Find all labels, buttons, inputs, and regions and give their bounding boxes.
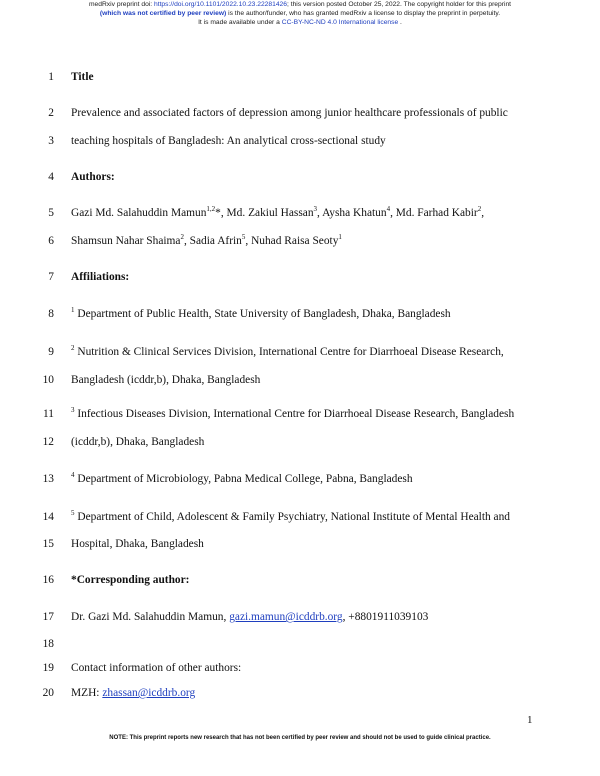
line-number: 9 <box>48 346 54 358</box>
affiliation-sup: 2 <box>71 344 75 353</box>
header-text: medRxiv preprint doi: <box>88 1 154 8</box>
line-number: 6 <box>48 235 54 247</box>
email-link[interactable]: zhassan@icddrb.org <box>102 687 196 699</box>
line-number: 20 <box>42 687 54 699</box>
affiliation-text: Department of Public Health, State University of Bangladesh, Dhaka, Bangladesh <box>74 308 451 320</box>
header-line-2 <box>0 9 600 18</box>
affiliation-text: Nutrition & Clinical Services Division, International Centre for Diarrhoeal Disease Research, <box>74 346 504 358</box>
contact-phone: , +8801911039103 <box>342 611 429 623</box>
line-15 <box>0 538 600 554</box>
line-number: 16 <box>42 574 54 586</box>
line-3 <box>0 135 600 151</box>
paper-title-line: Prevalence and associated factors of depression among junior healthcare professionals of public <box>71 107 508 119</box>
license-link[interactable]: CC-BY-NC-ND 4.0 International license <box>281 19 399 26</box>
affiliation-entry <box>71 346 504 358</box>
contact-initials: MZH: <box>71 687 103 699</box>
other-authors-heading: Contact information of other authors: <box>71 662 242 674</box>
author-name: Shamsun Nahar Shaima <box>71 235 181 247</box>
affiliation-sup: 4 <box>386 205 391 214</box>
line-number: 7 <box>48 271 54 283</box>
line-8 <box>0 308 600 324</box>
line-7 <box>0 271 600 287</box>
line-number: 12 <box>42 436 54 448</box>
header-line-3 <box>0 18 600 27</box>
line-18 <box>0 638 600 654</box>
line-2 <box>0 107 600 123</box>
paper-title-line: teaching hospitals of Bangladesh: An analytical cross-sectional study <box>71 135 386 147</box>
line-9 <box>0 346 600 362</box>
affiliation-sup: 1,2 <box>206 205 216 214</box>
line-number: 2 <box>48 107 54 119</box>
affiliation-sup: 5 <box>241 233 246 242</box>
line-number: 19 <box>42 662 54 674</box>
author-list <box>71 207 484 219</box>
line-number: 17 <box>42 611 54 623</box>
affiliation-sup: 4 <box>71 471 75 480</box>
line-14 <box>0 511 600 527</box>
affiliation-entry <box>71 408 514 420</box>
affiliation-entry <box>71 473 413 485</box>
affiliation-sup: 2 <box>477 205 482 214</box>
other-author-contact <box>71 687 195 699</box>
header-text: ; this version posted October 25, 2022. The copyright holder for this preprint <box>287 1 512 8</box>
line-4 <box>0 171 600 187</box>
line-11 <box>0 408 600 424</box>
affiliation-sup: 1 <box>71 306 75 315</box>
preprint-footer-note: NOTE: This preprint reports new research that has not been certified by peer review and should not be used to guide clinical practice. <box>109 735 491 741</box>
line-16 <box>0 574 600 590</box>
affiliation-text: Department of Child, Adolescent & Family Psychiatry, National Institute of Mental Health and <box>74 511 510 523</box>
line-6 <box>0 235 600 251</box>
line-number: 15 <box>42 538 54 550</box>
line-number: 5 <box>48 207 54 219</box>
author-name: , Md. Farhad Kabir <box>390 207 478 219</box>
line-number: 8 <box>48 308 54 320</box>
line-number: 14 <box>42 511 54 523</box>
affiliation-text: Hospital, Dhaka, Bangladesh <box>71 538 204 550</box>
preprint-header <box>0 0 600 27</box>
line-number: 4 <box>48 171 54 183</box>
line-17 <box>0 611 600 627</box>
line-number: 18 <box>42 638 54 650</box>
line-19 <box>0 662 600 678</box>
header-text: It is made available under a <box>198 19 282 26</box>
corresponding-author-heading: *Corresponding author: <box>71 574 190 586</box>
header-text: . <box>398 19 402 26</box>
line-12 <box>0 436 600 452</box>
affiliation-sup: 2 <box>180 233 184 242</box>
author-name: , Nuhad Raisa Seoty <box>245 235 339 247</box>
affiliation-text: (icddr,b), Dhaka, Bangladesh <box>71 436 205 448</box>
authors-heading: Authors: <box>71 171 115 183</box>
author-separator: , <box>481 207 485 219</box>
header-text: is the author/funder, who has granted medRxiv a license to display the preprint in perpetuity. <box>226 10 501 17</box>
contact-name: Dr. Gazi Md. Salahuddin Mamun, <box>71 611 230 623</box>
affiliation-text: Bangladesh (icddr,b), Dhaka, Bangladesh <box>71 374 261 386</box>
author-name: , Sadia Afrin <box>183 235 242 247</box>
affiliation-text: Department of Microbiology, Pabna Medical College, Pabna, Bangladesh <box>74 473 413 485</box>
affiliations-heading: Affiliations: <box>71 271 130 283</box>
affiliation-sup: 1 <box>338 233 342 242</box>
line-5 <box>0 207 600 223</box>
line-number: 11 <box>43 408 54 420</box>
author-name: *, Md. Zakiul Hassan <box>215 207 314 219</box>
corresponding-author-contact <box>71 611 428 623</box>
line-number: 10 <box>42 374 54 386</box>
line-1 <box>0 71 600 87</box>
line-number: 1 <box>48 71 54 83</box>
line-13 <box>0 473 600 489</box>
line-number: 13 <box>42 473 54 485</box>
affiliation-sup: 5 <box>71 509 75 518</box>
email-link[interactable]: gazi.mamun@icddrb.org <box>229 611 343 623</box>
line-10 <box>0 374 600 390</box>
affiliation-sup: 3 <box>313 205 318 214</box>
title-heading: Title <box>71 71 94 83</box>
affiliation-entry <box>71 511 510 523</box>
affiliation-text: Infectious Diseases Division, International Centre for Diarrhoeal Disease Research, Bangladesh <box>74 408 515 420</box>
author-name: Gazi Md. Salahuddin Mamun <box>71 207 207 219</box>
line-20 <box>0 687 600 703</box>
author-name: , Aysha Khatun <box>317 207 387 219</box>
affiliation-sup: 3 <box>71 406 75 415</box>
header-line-1 <box>0 0 600 9</box>
peer-review-note: (which was not certified by peer review) <box>99 10 227 17</box>
page-number: 1 <box>527 714 533 726</box>
doi-link[interactable]: https://doi.org/10.1101/2022.10.23.22281426 <box>154 1 287 8</box>
affiliation-entry <box>71 308 451 320</box>
line-number: 3 <box>48 135 54 147</box>
author-list <box>71 235 342 247</box>
